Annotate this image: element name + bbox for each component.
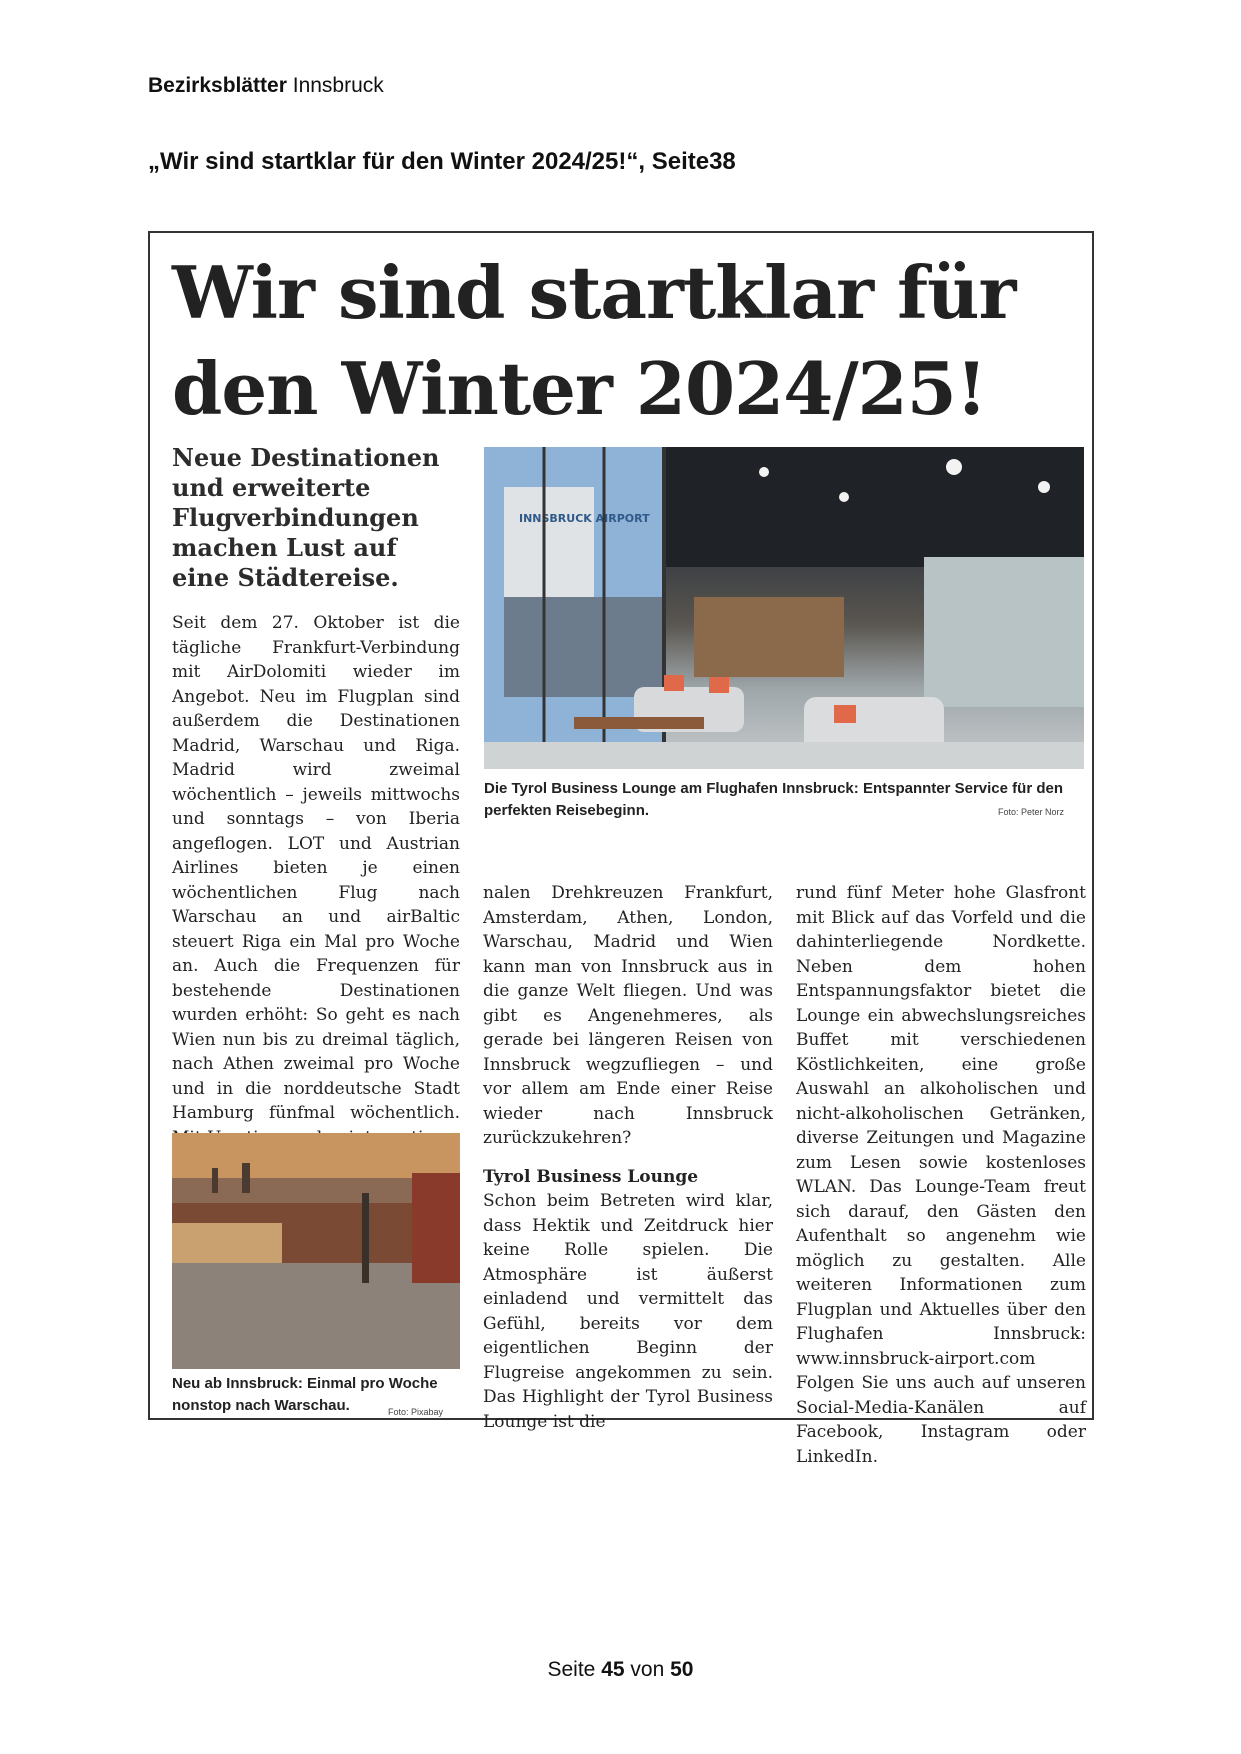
warsaw-photo-credit: Foto: Pixabay [388, 1407, 444, 1417]
newspaper-clipping [148, 231, 1094, 1467]
total-page-number: 50 [670, 1658, 694, 1681]
footer-middle: von [630, 1658, 665, 1681]
warsaw-photo [172, 1133, 460, 1369]
warsaw-illustration [172, 1133, 460, 1369]
page-footer [0, 1658, 1241, 1682]
document-heading: „Wir sind startklar für den Winter 2024/25!“, Seite38 [148, 148, 736, 175]
lounge-illustration [484, 447, 1084, 769]
article-headline: Wir sind startklar für den Winter 2024/25! [172, 250, 1016, 431]
publication-region: Innsbruck [292, 74, 384, 97]
current-page-number: 45 [601, 1658, 625, 1681]
article-column-2 [483, 881, 773, 1434]
publication-line [148, 74, 384, 98]
column-3-text: rund fünf Meter hohe Glasfront mit Blick auf das Vorfeld und die dahinterliegende Nordkette. Neben dem hohen Entspannungsfaktor bietet die Lounge ein abwechslungsreiches Buffet mit verschiedenen Köstlichkeiten, eine große Auswahl an alkoholischen und nicht-alkoholischen Getränken, diverse Zeitungen und Magazine zum Lesen sowie kostenloses WLAN. Das Lounge-Team freut sich darauf, den Gästen den Aufenthalt so angenehm wie möglich zu gestalten. Alle weiteren Informationen zum Flugplan und Aktuelles über den Flughafen Innsbruck: www.innsbruck-airport.com Folgen Sie uns auch auf unseren Social-Media-Kanälen auf Facebook, Instagram oder LinkedIn. [796, 883, 1086, 1467]
article-column-1 [172, 611, 460, 1150]
column-2-text-b: Schon beim Betreten wird klar, dass Hektik und Zeitdruck hier keine Rolle spielen. Die Atmosphäre ist äußerst einladend und vermittelt das Gefühl, bereits vor dem eigentlichen Beginn der Flugreise angekommen zu sein. Das Highlight der Tyrol Business Lounge ist die [483, 1191, 773, 1432]
article-column-3 [796, 881, 1086, 1469]
lounge-caption: Die Tyrol Business Lounge am Flughafen Innsbruck: Entspannter Service für den perfekten Reisebeginn. [484, 780, 1063, 819]
column-2-text-a: nalen Drehkreuzen Frankfurt, Amsterdam, Athen, London, Warschau, Madrid und Wien kann man von Innsbruck aus in die ganze Welt fliegen. Und was gibt es Angenehmeres, als gerade bei längeren Reisen von Innsbruck wegzufliegen – und vor allem am Ende einer Reise wieder nach Innsbruck zurückzukehren? [483, 883, 773, 1148]
warsaw-caption: Neu ab Innsbruck: Einmal pro Woche nonstop nach Warschau. [172, 1375, 438, 1414]
section-title: Tyrol Business Lounge [483, 1166, 699, 1187]
column-1-text: Seit dem 27. Oktober ist die tägliche Frankfurt-Verbindung mit AirDolomiti wieder im Angebot. Neu im Flugplan sind außerdem die Destinationen Madrid, Warschau und Riga. Madrid wird zweimal wöchentlich – jeweils mittwochs und sonntags – von Iberia angeflogen. LOT und Austrian Airlines bieten je einen wöchentlichen Flug nach Warschau an und airBaltic steuert Riga ein Mal pro Woche an. Auch die Frequenzen für bestehende Destinationen wurden erhöht: So geht es nach Wien nun bis zu dreimal täglich, nach Athen zweimal pro Woche und in die norddeutsche Stadt Hamburg fünfmal wöchentlich. [172, 613, 460, 1123]
article-subhead: Neue Destinationen und erweiterte Flugverbindungen machen Lust auf eine Städtereise. [172, 443, 440, 592]
publication-name: Bezirksblätter [148, 74, 287, 97]
footer-prefix: Seite [547, 1658, 596, 1681]
lounge-photo-credit: Foto: Peter Norz [998, 807, 1065, 817]
airport-sign-text: INNSBRUCK AIRPORT [519, 512, 650, 525]
lounge-photo [484, 447, 1084, 769]
